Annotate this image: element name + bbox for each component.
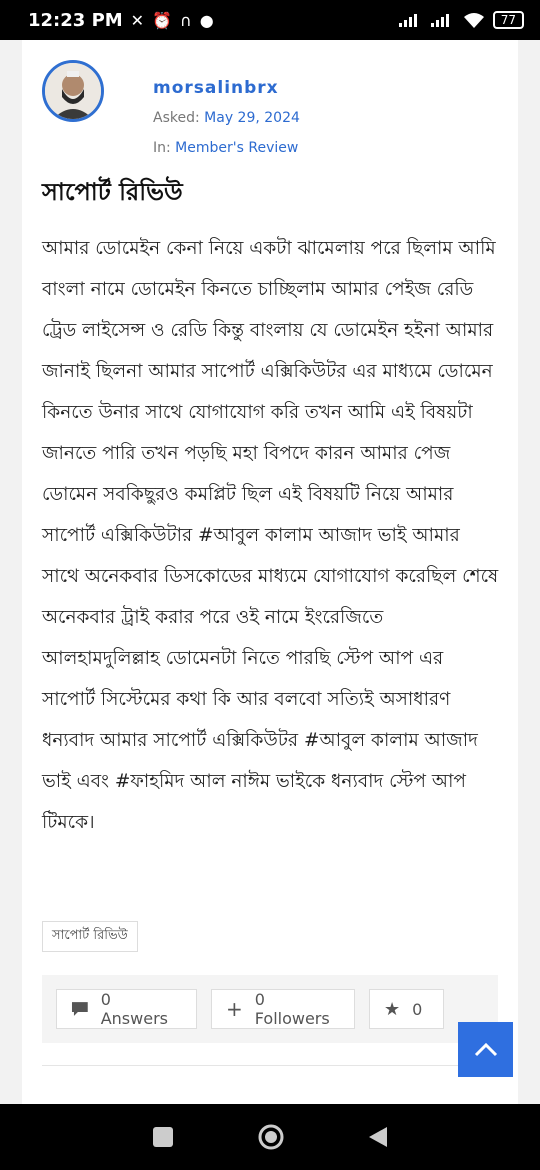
answers-button[interactable] [56, 989, 197, 1029]
avatar-image [45, 63, 101, 119]
favorites-count: 0 [412, 999, 423, 1019]
recent-apps-icon[interactable] [152, 1126, 174, 1148]
system-nav-bar [0, 1104, 540, 1170]
comment-icon [71, 1001, 89, 1017]
in-label: In: [153, 140, 171, 156]
question-actions [42, 975, 498, 1043]
question-title: সাপোর্ট রিভিউ [42, 178, 183, 206]
signal-icon [431, 13, 455, 27]
category-line [153, 140, 298, 156]
status-bar [0, 0, 540, 40]
avatar[interactable] [42, 60, 104, 122]
alarm-icon: ⏰ [152, 10, 172, 30]
status-right [399, 11, 524, 29]
scroll-to-top-button[interactable] [458, 1022, 513, 1077]
home-icon[interactable] [257, 1123, 285, 1151]
battery-icon: 77 [493, 11, 524, 29]
wifi-icon [463, 12, 485, 28]
asked-date-line [153, 110, 300, 126]
star-icon: ★ [384, 998, 401, 1020]
asked-label: Asked: [153, 110, 200, 126]
question-card [22, 40, 518, 1104]
divider [42, 1065, 498, 1066]
tag-link[interactable]: সাপোর্ট রিভিউ [42, 921, 138, 952]
status-time: 12:23 PM [28, 9, 123, 31]
follow-button[interactable] [211, 989, 355, 1029]
plus-icon: + [226, 997, 243, 1021]
mute-icon: ✕ [130, 10, 145, 30]
favorite-button[interactable] [369, 989, 444, 1029]
answers-count: 0 Answers [100, 990, 168, 1028]
question-body: আমার ডোমেইন কেনা নিয়ে একটা ঝামেলায় পরে ছিলাম আমি বাংলা নামে ডোমেইন কিনতে চাচ্ছিলাম আমার পেইজ রেডি ট্রেড লাইসেন্স ও রেডি কিন্তু বাংলায় যে ডোমেইন হইনা আমার জানাই ছিলনা আমার সাপোর্ট এক্সিকিউটর এর মাধ্যমে ডোমেন কিনতে উনার সাথে যোগাযোগ করি তখন আমি এই বিষয়টা জানতে পারি তখন পড়ছি মহা বিপদে কারন আমার পেজ ডোমেন সবকিছুরও কমপ্লিট ছিল এই বিষয়টি নিয়ে আমার সাপোর্ট এক্সিকিউটার #আবুল কালাম আজাদ ভাই আমার সাথে অনেকবার ডিসকোডের মাধ্যমে যোগাযোগ করেছিল শেষে অনেকবার ট্রাই করার পরে ওই নামে ইংরেজিতে আলহামদুলিল্লাহ ডোমেনটা নিতে পারছি স্টেপ আপ এর সাপোর্ট সিস্টেমের কথা কি আর বলবো সত্যিই অসাধারণ ধন্যবাদ আমার সাপোর্ট এক্সিকিউটর #আবুল কালাম আজাদ ভাই এবং #ফাহমিদ আল নাঈম ভাইকে ধন্যবাদ স্টেপ আপ টিমকে। [42, 238, 499, 833]
signal-icon [399, 13, 423, 27]
notification-icons [131, 11, 214, 30]
chat-icon: ● [199, 10, 214, 30]
asked-date-link[interactable]: May 29, 2024 [204, 110, 300, 126]
author-name[interactable]: morsalinbrx [153, 78, 279, 98]
chevron-up-icon [474, 1043, 498, 1057]
category-link[interactable]: Member's Review [175, 140, 299, 156]
back-icon[interactable] [368, 1126, 388, 1148]
followers-count: 0 Followers [254, 990, 330, 1028]
headset-icon: ∩ [180, 10, 192, 30]
